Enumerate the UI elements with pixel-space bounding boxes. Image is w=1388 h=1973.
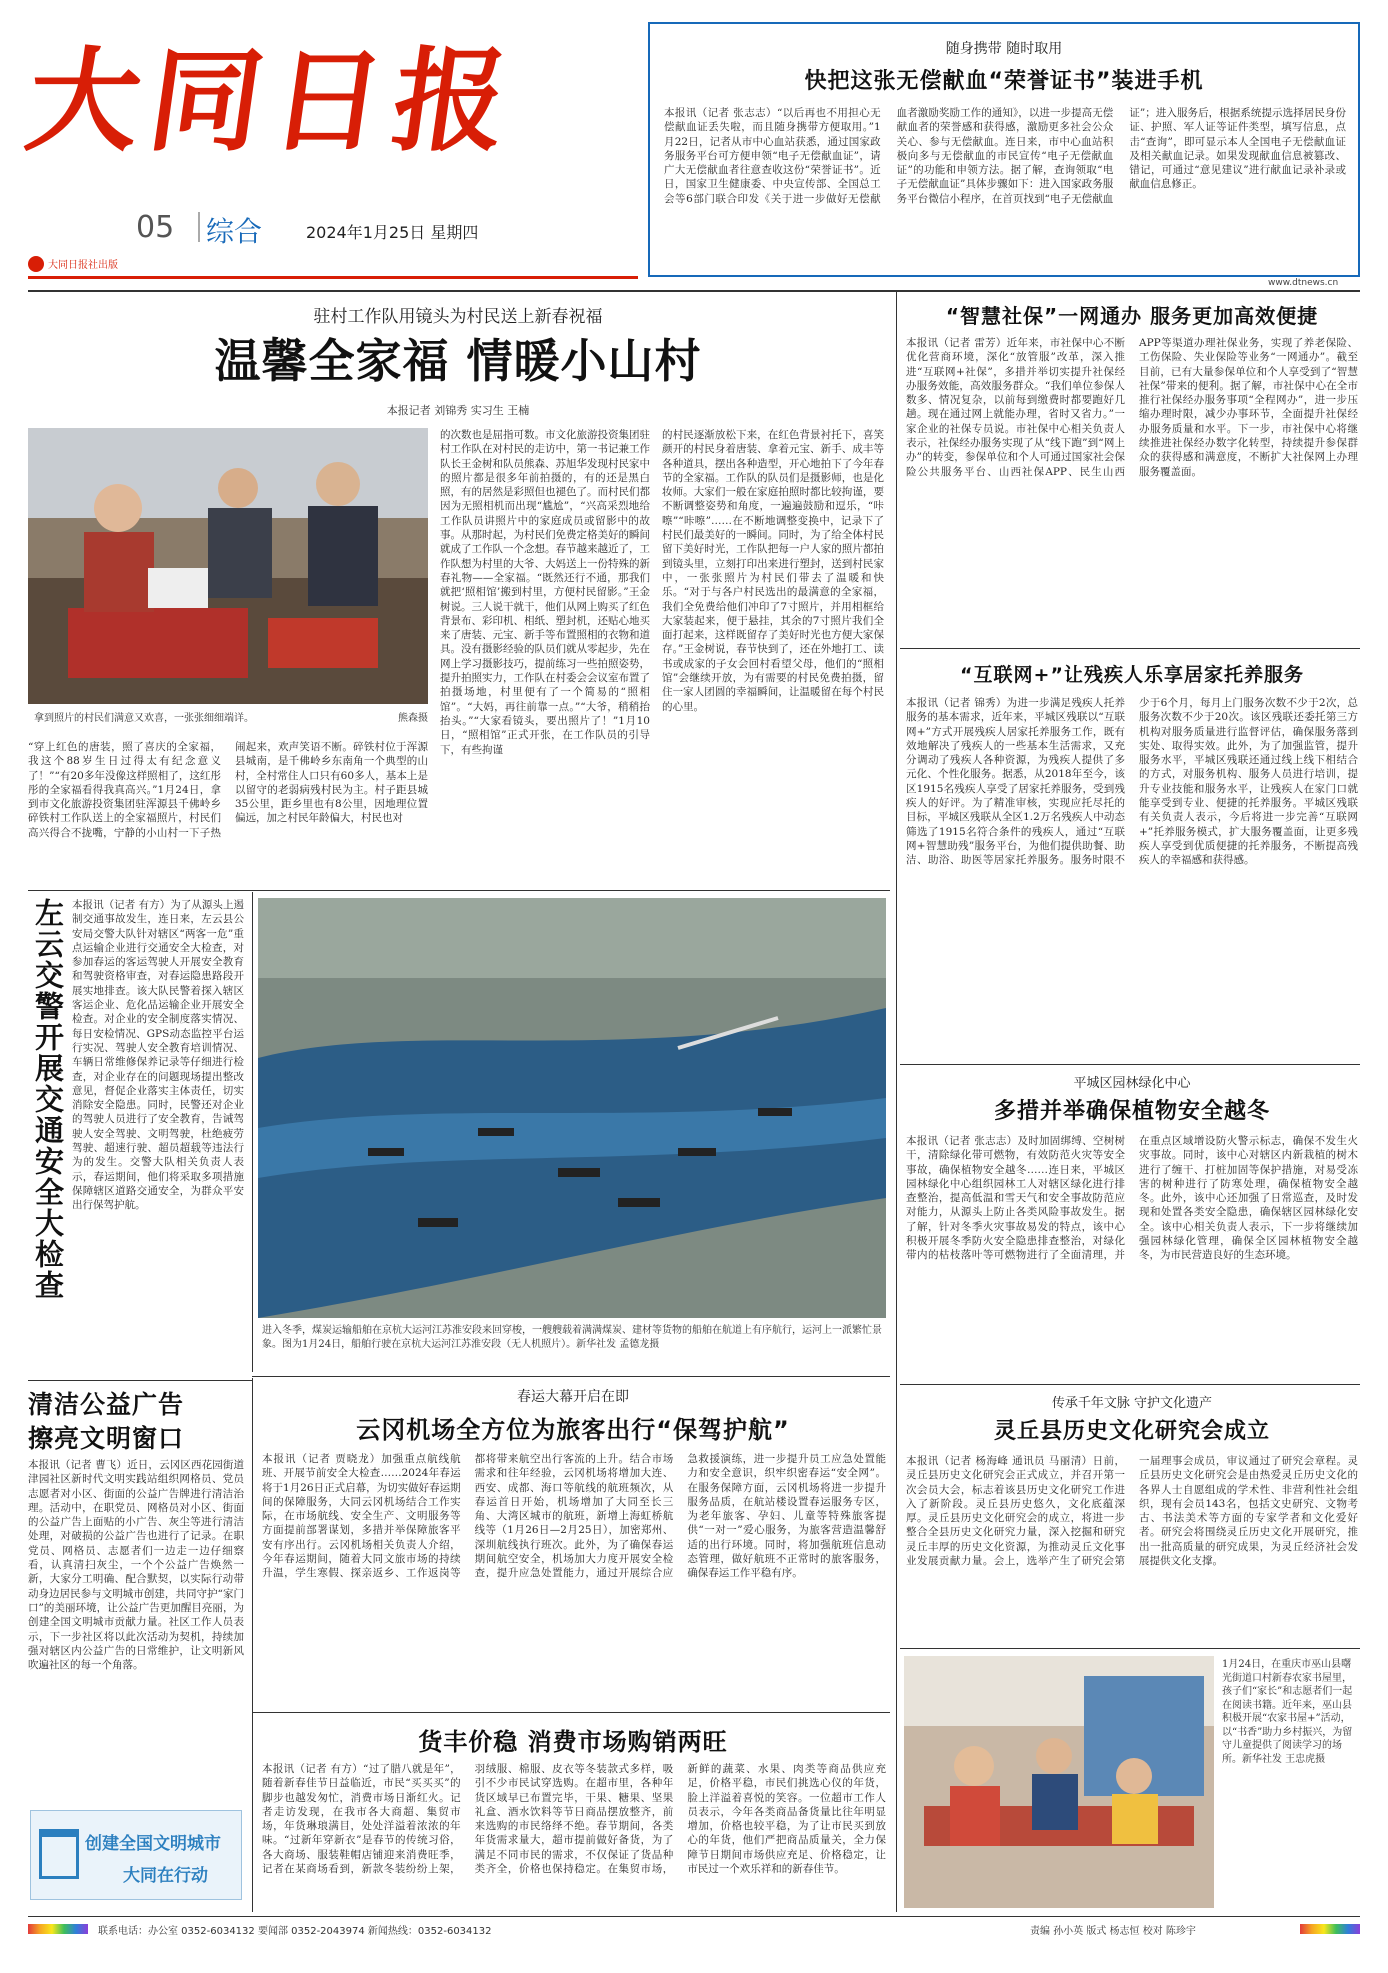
culture-article-body: 本报讯（记者 杨海峰 通讯员 马丽清）日前，灵丘县历史文化研究会正式成立，并召开第一次会员大会，标志着该县历史文化研究工作进入了新阶段。灵丘县历史悠久，文化底蕴深厚。灵丘县历史文化研究会的成立，将进一步整合全县历史文化研究力量，深入挖掘和研究灵丘丰厚的历史文化资源，为推动灵丘文化事业发展贡献力量。会上，选举产生了研究会第一届理事会成员，审议通过了研究会章程。灵丘县历史文化研究会是由热爱灵丘历史文化的各界人士自愿组成的学术性、非营利性社会组织，现有会员143名，包括文史研究、文物考古、书法美术等方面的专家学者和文化爱好者。研究会将围绕灵丘历史文化开展研究，推出一批高质量的研究成果，为灵丘经济社会发展提供文化支撑。 — [906, 1455, 1358, 1568]
aerial-photo-caption: 进入冬季，煤炭运输船舶在京杭大运河江苏淮安段来回穿梭，一艘艘载着满满煤炭、建材等货物的船舶在航道上有序航行，运河上一派繁忙景象。图为1月24日，船舶行驶在京杭大运河江苏淮安段（无人机照片）。新华社发 孟德龙摄 — [262, 1325, 882, 1350]
kids-photo — [904, 1656, 1214, 1908]
vertical-article-body: 本报讯（记者 有方）为了从源头上遏制交通事故发生，连日来，左云县公安局交警大队针对辖区“两客一危”重点运输企业进行交通安全大检查，对参加春运的客运驾驶人开展安全教育和驾驶资格审查，对春运隐患路段开展实地排查。该大队民警着探入辖区客运企业、危化品运输企业开展安全检查。对企业的安全制度落实情况、每日安检情况、GPS动态监控平台运行实况、驾驶人安全教育培训情况、车辆日常维修保养记录等仔细进行检查，对企业存在的问题现场提出整改意见，督促企业落实主体责任，切实消除安全隐患。同时，民警还对企业的驾驶人员进行了安全教育，告诫驾驶人安全驾驶、文明驾驶，杜绝疲劳驾驶、超速行驶、超员超载等违法行为的发生。交警大队相关负责人表示，春运期间，他们将采取多项措施保障辖区道路交通安全，为群众平安出行保驾护航。 — [72, 899, 244, 1212]
page-number: 05 — [136, 210, 175, 245]
disabled-headline: “互联网+”让残疾人乐享居家托养服务 — [960, 664, 1304, 686]
banner-line-1: 创建全国文明城市 — [85, 1834, 221, 1854]
vertical-headline: 左云交警开展交通安全大检查 — [31, 898, 65, 1301]
issue-date: 2024年1月25日 星期四 — [306, 223, 479, 242]
garden-headline: 多措并举确保植物安全越冬 — [993, 1099, 1270, 1124]
top-article — [648, 22, 1360, 277]
publisher-logo-icon — [28, 256, 44, 272]
footer-color-bar-left — [28, 1924, 88, 1934]
top-article-kicker: 随身携带 随时取用 — [945, 41, 1063, 57]
publisher: 大同日报社出版 — [48, 260, 118, 271]
garden-kicker: 平城区园林绿化中心 — [1073, 1076, 1191, 1091]
lead-photo — [28, 428, 428, 704]
culture-headline: 灵丘县历史文化研究会成立 — [993, 1419, 1270, 1444]
kids-photo-caption: 1月24日，在重庆市巫山县曙光街道口村新春农家书屋里，孩子们“家长”和志愿者们一起在阅读书籍。近年来，巫山县积极开展“农家书屋+”活动，以“书香”助力乡村振兴，为留守儿童提供了阅读学习的场所。新华社发 王忠虎摄 — [1222, 1659, 1353, 1765]
airport-kicker: 春运大幕开启在即 — [517, 1389, 629, 1405]
aerial-photo-image — [258, 898, 886, 1318]
banner-line-2: 大同在行动 — [123, 1866, 208, 1886]
banner-icon — [39, 1829, 79, 1879]
top-article-body: 本报讯（记者 张志志）“以后再也不用担心无偿献血证丢失啦，而且随身携带方便取用。”1月22日，记者从市中心血站获悉，通过国家政务服务平台可方便申领“电子无偿献血证”，请广大无偿献血者往意查收这份“荣誉证书”。近日，国家卫生健康委、中央宣传部、全国总工会等6部门联合印发《关于进一步做好无偿献血者激励奖励工作的通知》，以进一步提高无偿献血者的荣誉感和获得感，激励更多社会公众关心、参与无偿献血。连日来，市中心血站积极向多与无偿献血的市民宣传“电子无偿献血证”的功能和申领方法。据了解，查询领取“电子无偿献血证”具体步骤如下：进入国家政务服务平台微信小程序，在首页找到“电子无偿献血证”；进入服务后，根据系统提示选择居民身份证、护照、军人证等证件类型，填写信息，点击“查询”，即可显示本人全国电子无偿献血证及相关献血记录。如果发现献血信息被篡改、错记，可通过“意见建议”进行献血记录补录或献血信息修正。 — [664, 107, 1346, 205]
website: www.dtnews.cn — [1268, 278, 1339, 288]
lead-headline: 温馨全家福 情暖小山村 — [214, 334, 702, 388]
section-label: 综合 — [206, 215, 263, 248]
lead-column-1: “穿上红色的唐装，照了喜庆的全家福，我这个88岁生日过得太有纪念意义了！”“有20多年没像这样照相了，这红彤彤的全家福看得我真高兴。”1月24日，拿到市文化旅游投资集团驻浑源县千佛岭乡碎铁村工作队送上的全家福照片，村民们高兴得合不拢嘴，宁静的小山村一下子热闹起来，欢声笑语不断。碎铁村位于浑源县城南，是千佛岭乡东南角一个典型的山村，全村常住人口只有60多人，基本上是以留守的老弱病残村民为主。村子距县城35公里，距乡里也有8公里，因地理位置偏远，加之村民年龄偏大，村民也对 — [28, 741, 428, 839]
garden-article-body: 本报讯（记者 张志志）及时加固绑缚、空树树干，清除绿化带可燃物，有效防范火灾等安全事故，确保植物安全越冬……连日来，平城区园林绿化中心组织园林工人对辖区绿化进行排查整治，提高低温和雪天气和安全事故防范应对能力，从源头上防止各类风险事故发生。据了解，针对冬季火灾事故易发的特点，该中心积极开展冬季防火安全隐患排查整治，对绿化带内的枯枝落叶等可燃物进行了全面清理，并在重点区域增设防火警示标志，确保不发生火灾事故。同时，该中心对辖区内新栽植的树木进行了缠干、打桩加固等保护措施，对易受冻害的树种进行了防寒处理，确保植物安全越冬。此外，该中心还加强了日常巡查，及时发现和处置各类安全隐患，确保辖区园林绿化安全。该中心相关负责人表示，下一步将继续加强园林绿化管理，确保全区园林植物安全越冬，为市民营造良好的生态环境。 — [906, 1135, 1358, 1262]
lead-byline: 本报记者 刘锦秀 实习生 王楠 — [386, 404, 530, 417]
lead-column-3: 的村民逐渐放松下来，在红色背景衬托下，喜笑颜开的村民身着唐装、拿着元宝、新手、成丰等各种道具，摆出各种造型，开心地拍下了今年春节的全家福。工作队的队员们是摄影师，也是化妆师。大家们一般在家庭拍照时都比较拘谨，要不断调整姿势和角度，一遍遍鼓励和逗乐，“咔嚓”“咔嚓”……在不断地调整变换中，记录下了村民们最美好的一瞬间。同时，为了给全体村民留下美好时光，工作队把每一户人家的照片都拍到镜头里，立刻打印出来进行塑封，送到村民家中，一张张照片为村民们带去了温暖和快乐。“对于与各户村民选出的最满意的全家福，我们全免费给他们冲印了7寸照片，并用相框给大家装起来，便于悬挂，其余的7寸照片我们全面打起来，这样既留存了美好时光也方便大家保存。”王金树说，春节快到了，还在外地打工、读书或成家的子女会回村看望父母，他们的“照相馆”会继续开放，为有需要的村民免费拍摄，留住一家人团圆的幸福瞬间，让温暖留在每个村民的心里。 — [662, 429, 884, 713]
airport-headline: 云冈机场全方位为旅客出行“保驾护航” — [356, 1416, 790, 1444]
airport-article-body: 本报讯（记者 贾晓龙）加强重点航线航班、开展节前安全大检查……2024年春运将于1月26日正式启幕，为切实做好春运期间的保障服务，大同云冈机场结合工作实际，在市场航线、安全生产、文明服务等方面提前部署谋划，多措并举保障旅客平安有序出行。云冈机场相关负责人介绍，今年春运期间，随着大同文旅市场的持续升温，学生寒假、探亲返乡、工作返岗等都将带来航空出行客流的上升。结合市场需求和往年经验，云冈机场将增加大连、西安、成都、海口等航线的航班频次，从春运首日开始，机场增加了大同至长三角、大湾区城市的航班，新增上海虹桥航线等（1月26日—2月25日），加密郑州、深圳航线执行班次。此外，为了确保春运期间航空安全，机场加大力度开展安全检查，提升应急处置能力，通过开展综合应急救援演练，进一步提升员工应急处置能力和安全意识，织牢织密春运“安全网”。在服务保障方面，云冈机场将进一步提升服务品质，在航站楼设置春运服务专区，为老年旅客、孕妇、儿童等特殊旅客提供“一对一”爱心服务，为旅客营造温馨舒适的出行环境。同时，将加强航班信息动态管理，做好航班不正常时的旅客服务，确保春运工作平稳有序。 — [262, 1453, 886, 1580]
top-article-headline: 快把这张无偿献血“荣誉证书”装进手机 — [804, 69, 1204, 94]
masthead — [18, 24, 638, 286]
ad-headline: 清洁公益广告 擦亮文明窗口 — [28, 1390, 185, 1453]
culture-kicker: 传承千年文脉 守护文化遗产 — [1051, 1396, 1213, 1411]
footer-editors: 责编 孙小英 版式 杨志恒 校对 陈珍宇 — [1030, 1926, 1196, 1937]
footer-color-bar-right — [1300, 1924, 1360, 1934]
social-headline: “智慧社保”一网通办 服务更加高效便捷 — [945, 304, 1319, 328]
market-headline: 货丰价稳 消费市场购销两旺 — [418, 1728, 728, 1756]
lead-column-2: 的次数也是屈指可数。市文化旅游投资集团驻村工作队在对村民的走访中，第一书记兼工作队长王金树和队员熊森、苏旭华发现村民家中的照片都是很多年前拍摄的，有的还是黑白照，有的居然是彩照但也褪色了。而村民们都因为无照相机而出现“尴尬”，“兴高采烈地给工作队员讲照片中的家庭成员或留影中的故事。从那时起，为村民们免费定格美好的瞬间就成了工作队一个念想。春节越来越近了，工作队想为村里的大爷、大妈送上一份特殊的新春礼物——全家福。“既然还行不通，那我们就把‘照相馆’搬到村里，方便村民留影。”王金树说。三人说干就干，他们从网上购买了红色背景布、彩印机、相纸、塑封机，还贴心地买来了唐装、元宝、新手等布置照相的衣物和道具。没有摄影经验的队员们就从零起步，先在网上学习摄影技巧，提前练习一些拍照姿势，提升拍照实力，工作队在村委会会议室布置了拍摄场地，村里便有了一个简易的“照相馆”。“大妈，再往前靠一点。”“大爷，稍稍抬抬头。”“大家看镜头，要出照片了！”1月10日，“照相馆”正式开张，在工作队员的引导下，有些拘谨 — [440, 429, 650, 756]
disabled-article-body: 本报讯（记者 锦秀）为进一步满足残疾人托养服务的基本需求，近年来，平城区残联以“互联网+”方式开展残疾人居家托养服务工作，既有效地解决了残疾人的一些基本生活需求，又充分调动了残疾人各种资源，为残疾人提供了多元化、个性化服务。据悉，从2018年至今，该区1915名残疾人享受了居家托养服务，受到残疾人的好评。为了精准审核，实现应托尽托的目标，平城区残联从全区1.2万名残疾人中动态筛选了1915名符合条件的残疾人，通过“互联网+智慧助残”服务平台，为他们提供助餐、助洁、助浴、助医等居家托养服务。服务时限不少于6个月，每月上门服务次数不少于2次，总服务次数不少于20次。该区残联还委托第三方机构对服务质量进行监督评估，确保服务落到实处、取得实效。此外，为了加强监管，提升服务水平，平城区残联还通过线上线下相结合的方式，对服务机构、服务人员进行培训，提升专业技能和服务水平，让残疾人在家门口就能享受到专业、便捷的托养服务。平城区残联有关负责人表示，今后将进一步完善“互联网+”托养服务模式，扩大服务覆盖面，让更多残疾人享受到优质便捷的托养服务，不断提高残疾人的幸福感和获得感。 — [906, 697, 1358, 867]
aerial-photo — [258, 898, 886, 1318]
lead-photo-credit: 熊森摄 — [398, 713, 428, 724]
kids-photo-image — [904, 1656, 1214, 1908]
civilization-banner — [30, 1810, 242, 1900]
lead-photo-caption: 拿到照片的村民们满意又欢喜，一张张细细端详。 — [34, 713, 254, 724]
market-article-body: 本报讯（记者 有方）“过了腊八就是年”，随着新春佳节日益临近，市民“买买买”的脚步也越发匆忙，消费市场日渐红火。记者走访发现，在我市各大商超、集贸市场，年货琳琅满目，处处洋溢着浓浓的年味。“过新年穿新衣”是春节的传统习俗，各大商场、服装鞋帽店铺迎来消费旺季，记者在某商场看到，新款冬装纷纷上架，羽绒服、棉服、皮衣等冬装款式多样，吸引不少市民试穿选购。在超市里，各种年货区域早已布置完毕，干果、糖果、坚果礼盒、酒水饮料等节日商品摆放整齐，前来选购的市民络绎不绝。春节期间，各类年货需求量大，超市提前做好备货，为了满足不同市民的需求，不仅保证了货品种类齐全，价格也保持稳定。在集贸市场，新鲜的蔬菜、水果、肉类等商品供应充足，价格平稳，市民们挑选心仪的年货，脸上洋溢着喜悦的笑容。一位超市工作人员表示，今年各类商品备货量比往年明显增加，价格也较平稳，为了让市民买到放心的年货，他们严把商品质量关，全力保障节日期间市场供应充足、价格稳定，让市民过一个欢乐祥和的新春佳节。 — [262, 1763, 886, 1876]
footer-contacts: 联系电话：办公室 0352-6034132 要闻部 0352-2043974 新闻热线：0352-6034132 — [98, 1926, 492, 1937]
lead-photo-image — [28, 428, 428, 704]
lead-kicker: 驻村工作队用镜头为村民送上新春祝福 — [313, 307, 603, 327]
ad-article-body: 本报讯（记者 曹飞）近日，云冈区西花园街道津园社区新时代文明实践站组织网格员、党员志愿者对小区、街面的公益广告牌进行清洁治理。活动中，在职党员、网格员对小区、街面的公益广告上面贴的小广告、灰尘等进行清洁处理，对破损的公益广告也进行了记录。在职党员、网格员、志愿者们一边走一边仔细察看，认真清扫灰尘，一个个公益广告焕然一新，大家分工明确、配合默契，以实际行动带动身边居民参与文明城市创建，共同守护“家门口”的美丽环境，让公益广告更加醒目亮丽，为创建全国文明城市贡献力量。社区工作人员表示，下一步社区将以此次活动为契机，持续加强对辖区内公益广告的日常维护，让文明新风吹遍社区的每一个角落。 — [28, 1459, 244, 1672]
social-article-body: 本报讯（记者 雷芳）近年来，市社保中心不断优化营商环境，深化“放管服”改革，深入推进“互联网+社保”，多措并举切实提升社保经办服务效能，高效服务群众。“我们单位参保人数多、情况复杂，以前每到缴费时都要跑好几趟。现在通过网上就能办理，省时又省力。”一家企业的社保专员说。市社保中心相关负责人表示，社保经办服务实现了从“线下跑”到“网上办”的转变，参保单位和个人可通过国家社会保险公共服务平台、山西社保APP、民生山西APP等渠道办理社保业务，实现了养老保险、工伤保险、失业保险等业务“一网通办”。截至目前，已有大量参保单位和个人享受到了“智慧社保”带来的便利。据了解，市社保中心在全市推行社保经办服务事项“全程网办”，进一步压缩办理时限，减少办事环节，全面提升社保经办服务质量和水平。下一步，市社保中心将继续推进社保经办数字化转型，持续提升参保群众的获得感和满意度，不断扩大社保网上办理服务覆盖面。 — [906, 337, 1358, 478]
masthead-title: 大同日报 — [18, 36, 526, 167]
